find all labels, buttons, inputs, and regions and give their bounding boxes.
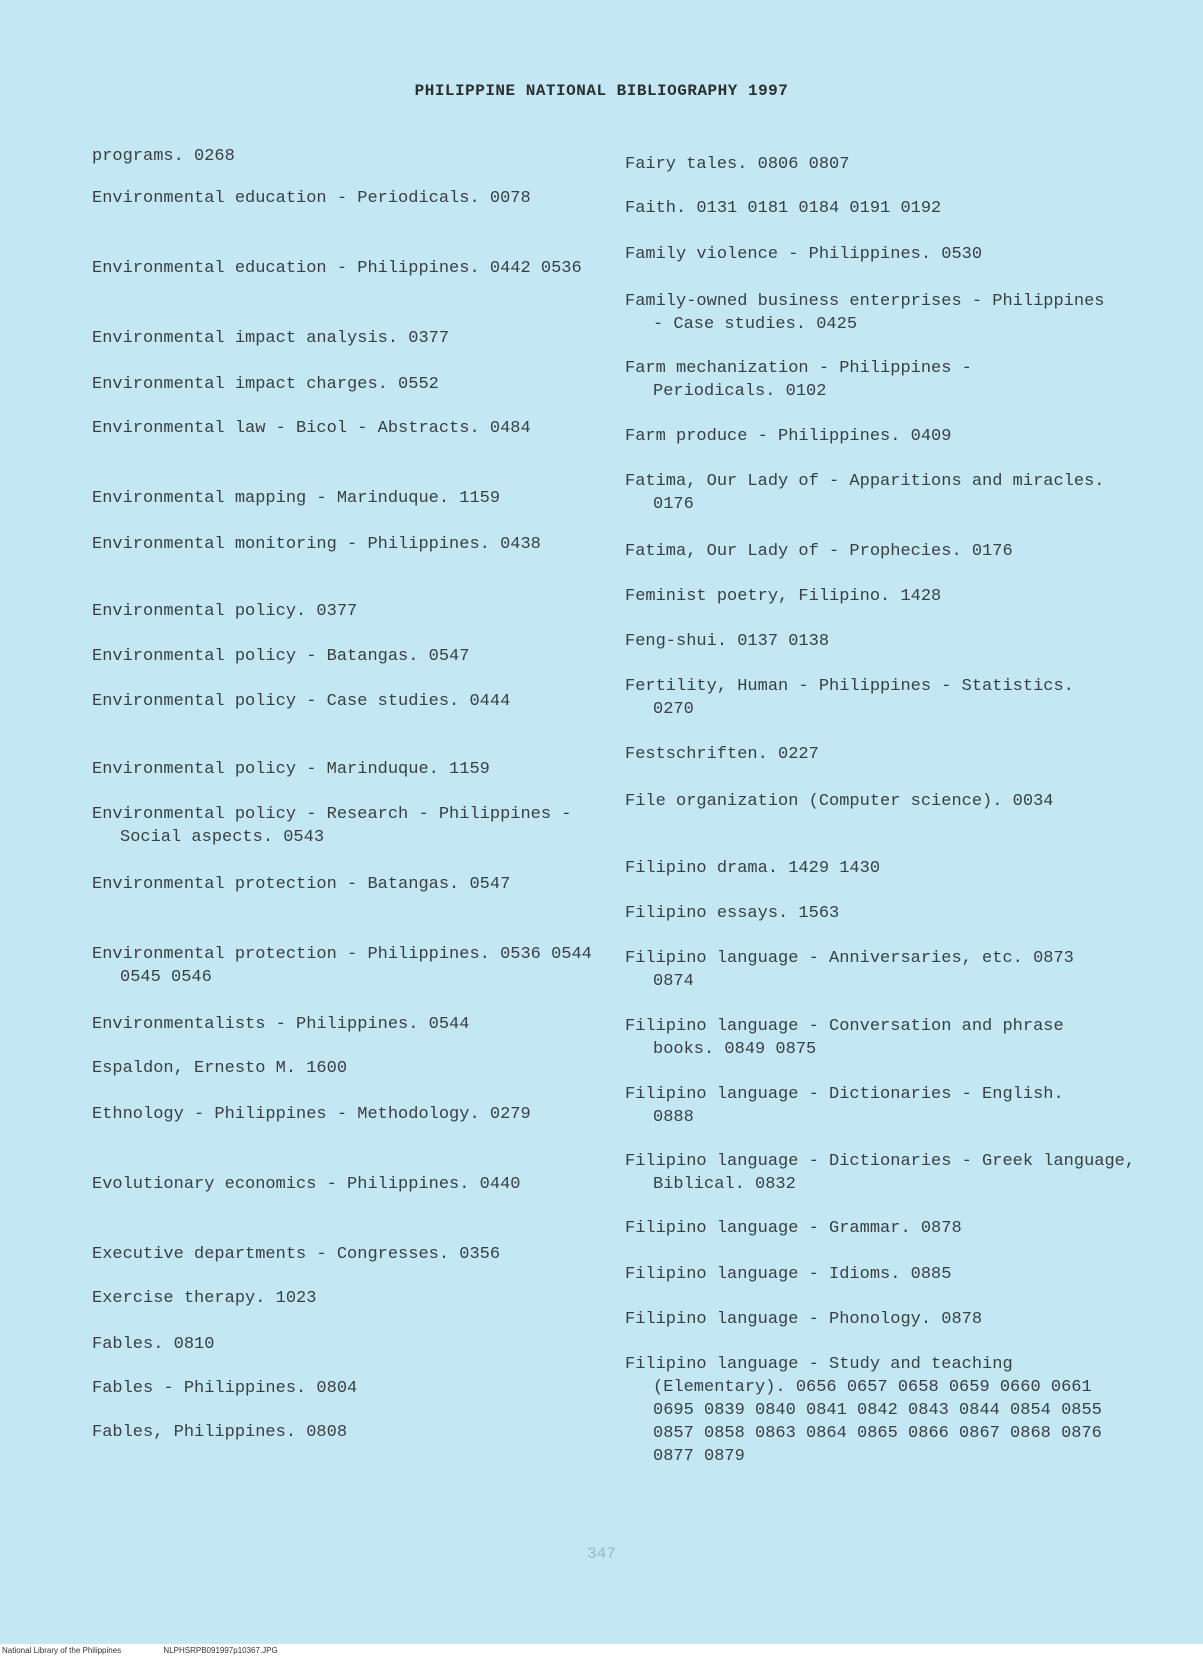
index-entry: Farm produce - Philippines. 0409 — [625, 427, 952, 446]
index-entry: File organization (Computer science). 0034 — [625, 792, 1054, 811]
index-entry: Environmental mapping - Marinduque. 1159 — [92, 489, 501, 508]
index-entry: Fertility, Human - Philippines - Statistics. 0270 — [625, 677, 1074, 719]
index-entry: Filipino language - Dictionaries - English. 0888 — [625, 1085, 1064, 1127]
index-entry: Evolutionary economics - Philippines. 0440 — [92, 1175, 521, 1194]
index-entry: Filipino language - Phonology. 0878 — [625, 1310, 983, 1329]
index-entry: Feng-shui. 0137 0138 — [625, 632, 830, 651]
index-entry: Environmental impact charges. 0552 — [92, 375, 439, 394]
index-entry: Festschriften. 0227 — [625, 745, 819, 764]
index-entry: Environmental policy - Research - Philippines - Social aspects. 0543 — [92, 805, 572, 847]
index-entry: Filipino language - Conversation and phrase books. 0849 0875 — [625, 1017, 1064, 1059]
footer-file: NLPHSRPB091997p10367.JPG — [163, 1646, 278, 1655]
index-entry: Fatima, Our Lady of - Prophecies. 0176 — [625, 542, 1013, 561]
index-entry: Fables - Philippines. 0804 — [92, 1379, 358, 1398]
index-entry: Filipino essays. 1563 — [625, 904, 840, 923]
index-entry: Environmental protection - Batangas. 0547 — [92, 875, 511, 894]
page-title: PHILIPPINE NATIONAL BIBLIOGRAPHY 1997 — [414, 82, 789, 100]
index-entry: Exercise therapy. 1023 — [92, 1289, 317, 1308]
index-entry: Environmental policy - Case studies. 0444 — [92, 692, 511, 711]
index-entry: Environmental protection - Philippines. 0536 0544 0545 0546 — [92, 945, 592, 987]
index-entry: Fairy tales. 0806 0807 — [625, 155, 850, 174]
index-entry: Fables. 0810 — [92, 1335, 215, 1354]
index-entry: Filipino language - Dictionaries - Greek language, Biblical. 0832 — [625, 1152, 1136, 1194]
scan-footer — [0, 1644, 1203, 1658]
footer-library: National Library of the Philippines — [2, 1646, 122, 1655]
index-entry: Family-owned business enterprises - Philippines - Case studies. 0425 — [625, 292, 1105, 334]
index-entry: Environmental education - Periodicals. 0078 — [92, 189, 531, 208]
index-entry: Filipino drama. 1429 1430 — [625, 859, 881, 878]
index-entry: Environmental policy - Batangas. 0547 — [92, 647, 470, 666]
index-entry: Environmental policy. 0377 — [92, 602, 358, 621]
index-entry: Environmental monitoring - Philippines. 0438 — [92, 535, 541, 554]
index-entry: Fatima, Our Lady of - Apparitions and miracles. 0176 — [625, 472, 1105, 514]
index-entry: Fables, Philippines. 0808 — [92, 1423, 348, 1442]
index-entry: Faith. 0131 0181 0184 0191 0192 — [625, 199, 942, 218]
index-entry: Executive departments - Congresses. 0356 — [92, 1245, 501, 1264]
index-entry: Environmental impact analysis. 0377 — [92, 329, 450, 348]
index-entry: Filipino language - Idioms. 0885 — [625, 1265, 952, 1284]
index-entry: Filipino language - Study and teaching (Elementary). 0656 0657 0658 0659 0660 0661 0695 0839 0840 0841 0842 0843 0844 0854 0855 0857 0858 0863 0864 0865 0866 0867 0868 0876 0877 0879 — [625, 1355, 1102, 1466]
index-entry: Environmentalists - Philippines. 0544 — [92, 1015, 470, 1034]
index-entry: Family violence - Philippines. 0530 — [625, 245, 983, 264]
page-number: 347 — [587, 1545, 616, 1563]
index-entry: Ethnology - Philippines - Methodology. 0279 — [92, 1105, 531, 1124]
index-entry: Environmental education - Philippines. 0442 0536 — [92, 259, 582, 278]
index-entry: Filipino language - Grammar. 0878 — [625, 1219, 962, 1238]
index-entry: Environmental law - Bicol - Abstracts. 0484 — [92, 419, 531, 438]
index-entry: Filipino language - Anniversaries, etc. 0873 0874 — [625, 949, 1074, 991]
index-entry: Feminist poetry, Filipino. 1428 — [625, 587, 942, 606]
index-entry: Environmental policy - Marinduque. 1159 — [92, 760, 490, 779]
index-entry: Espaldon, Ernesto M. 1600 — [92, 1059, 348, 1078]
index-entry: Farm mechanization - Philippines - Periodicals. 0102 — [625, 359, 972, 401]
index-entry: programs. 0268 — [92, 147, 235, 166]
